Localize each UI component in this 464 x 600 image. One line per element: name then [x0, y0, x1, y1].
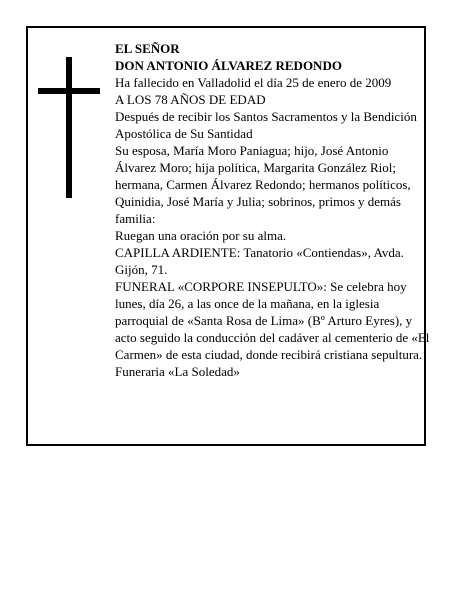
notice-text-block — [115, 40, 430, 380]
death-info: Ha fallecido en Valladolid el día 25 de enero de 2009 — [115, 75, 392, 90]
age-line: A LOS 78 AÑOS DE EDAD — [115, 92, 266, 107]
prayer-request: Ruegan una oración por su alma. — [115, 228, 287, 243]
cross-vertical-bar — [66, 57, 72, 198]
cross-icon — [38, 57, 100, 198]
sacraments-line: Después de recibir los Santos Sacramentos y la Bendición Apostólica de Su Santidad — [115, 109, 417, 141]
family-list: Su esposa, María Moro Paniagua; hijo, José Antonio Álvarez Moro; hija política, Margarita González Riol; hermana, Carmen Álvarez Redondo; hermanos políticos, Quinidia, José María y Julia; sobrinos, primos y demás familia: — [115, 143, 411, 226]
funeral-home: Funeraria «La Soledad» — [115, 364, 240, 379]
chapel-info: CAPILLA ARDIENTE: Tanatorio «Contiendas», Avda. Gijón, 71. — [115, 245, 404, 277]
obituary-notice — [26, 26, 430, 446]
cross-horizontal-bar — [38, 88, 100, 94]
funeral-info: FUNERAL «CORPORE INSEPULTO»: Se celebra hoy lunes, día 26, a las once de la mañana, en la iglesia parroquial de «Santa Rosa de Lima» (Bº Arturo Eyres), y acto seguido la conducción del cadáver al cementerio de «El Carmen» de esta ciudad, donde recibirá cristiana sepultura. — [115, 279, 430, 362]
deceased-name: DON ANTONIO ÁLVAREZ REDONDO — [115, 58, 342, 73]
heading-title: EL SEÑOR — [115, 41, 180, 56]
